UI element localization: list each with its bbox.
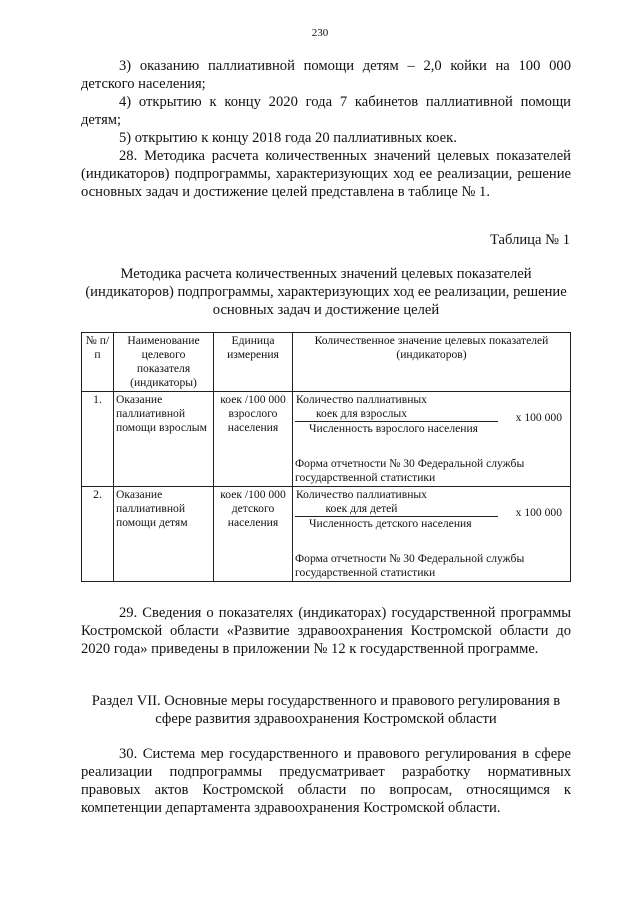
formula-multiplier: x 100 000 bbox=[515, 506, 562, 519]
header-value: Количественное значение целевых показателей (индикаторов) bbox=[293, 333, 571, 392]
formula-source: Форма отчетности № 30 Федеральной службы государственной статистики bbox=[295, 457, 525, 484]
formula bbox=[295, 393, 568, 453]
row-num: 1. bbox=[82, 392, 114, 487]
page-number: 230 bbox=[311, 27, 329, 39]
row-name: Оказание паллиативной помощи детям bbox=[114, 487, 214, 582]
table-row bbox=[82, 392, 571, 487]
header-num: № п/п bbox=[82, 333, 114, 392]
formula-numerator: Количество паллиативных коек для детей bbox=[295, 488, 498, 517]
formula-numerator: Количество паллиативных коек для взрослых bbox=[295, 393, 498, 422]
row-formula-cell bbox=[293, 487, 571, 582]
paragraph-29: 29. Сведения о показателях (индикаторах) государственной программы Костромской области «Развитие здравоохранения Костромской области до 2020 года» приведены в приложении № 12 к государственной программе. bbox=[81, 605, 571, 657]
formula-source: Форма отчетности № 30 Федеральной службы государственной статистики bbox=[295, 552, 525, 579]
formula-denominator: Численность взрослого населения bbox=[309, 422, 478, 435]
header-name: Наименование целевого показателя (индикаторы) bbox=[114, 333, 214, 392]
table-label: Таблица № 1 bbox=[490, 232, 570, 248]
methodology-table bbox=[81, 332, 571, 582]
list-item-5: 5) открытию к концу 2018 года 20 паллиативных коек. bbox=[119, 130, 457, 146]
table-row bbox=[82, 487, 571, 582]
table-header-row bbox=[82, 333, 571, 392]
formula-denominator: Численность детского населения bbox=[309, 517, 472, 530]
list-item-3: 3) оказанию паллиативной помощи детям – 2,0 койки на 100 000 детского населения; bbox=[81, 58, 571, 92]
row-name: Оказание паллиативной помощи взрослым bbox=[114, 392, 214, 487]
formula bbox=[295, 488, 568, 548]
list-item-4: 4) открытию к концу 2020 года 7 кабинетов паллиативной помощи детям; bbox=[81, 94, 571, 128]
table-title: Методика расчета количественных значений целевых показателей (индикаторов) подпрограммы, характеризующих ход ее реализации, решение основных задач и достижение целей bbox=[85, 266, 567, 318]
paragraph-28: 28. Методика расчета количественных значений целевых показателей (индикаторов) подпрограммы, характеризующих ход ее реализации, решение основных задач и достижение целей представлена в таблице № 1. bbox=[81, 148, 571, 200]
row-num: 2. bbox=[82, 487, 114, 582]
row-unit: коек /100 000 детского населения bbox=[214, 487, 293, 582]
header-unit: Единица измерения bbox=[214, 333, 293, 392]
formula-multiplier: x 100 000 bbox=[515, 411, 562, 424]
row-formula-cell bbox=[293, 392, 571, 487]
row-unit: коек /100 000 взрослого населения bbox=[214, 392, 293, 487]
section-heading: Раздел VII. Основные меры государственного и правового регулирования в сфере развития здравоохранения Костромской области bbox=[91, 693, 561, 727]
paragraph-30: 30. Система мер государственного и правового регулирования в сфере реализации подпрограммы предусматривает разработку нормативных правовых актов Костромской области по вопросам, относящимся к компетенции департамента здравоохранения Костромской области. bbox=[81, 746, 571, 816]
